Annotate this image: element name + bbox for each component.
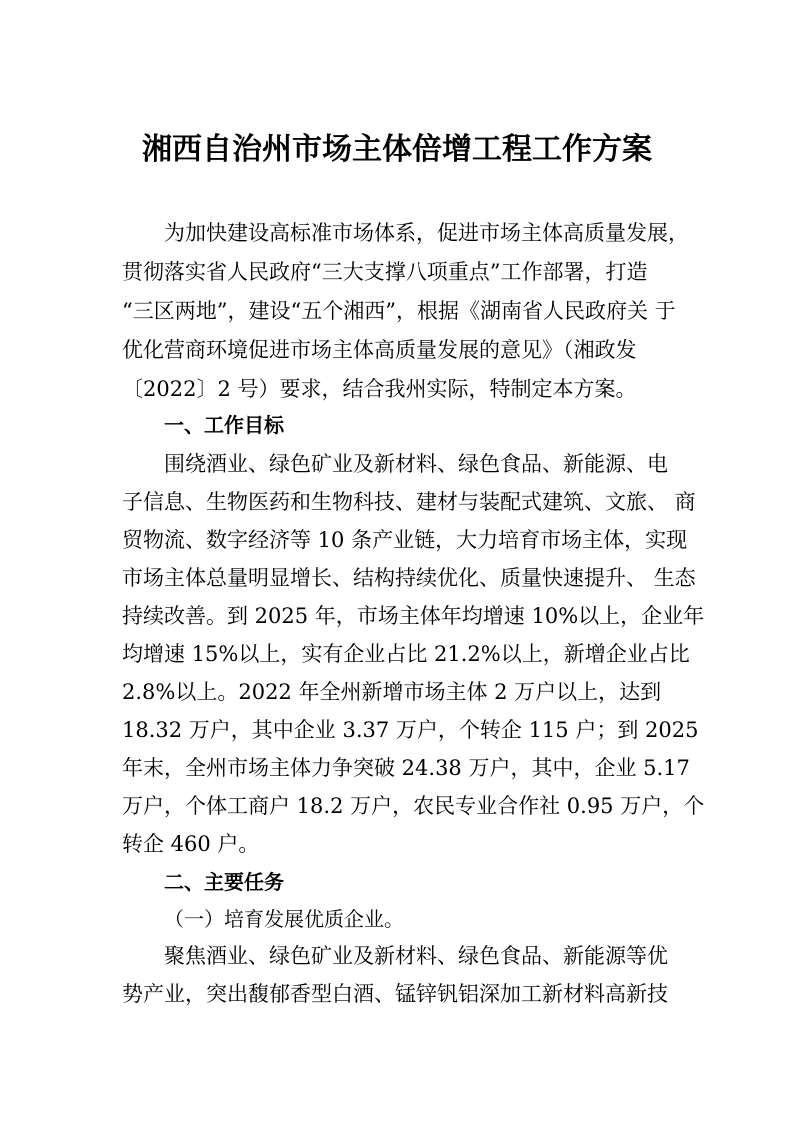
paragraph-line: 持续改善。到 2025 年，市场主体年均增速 10%以上，企业年 bbox=[122, 604, 705, 628]
paragraph-line: “三区两地”，建设“五个湘西”，根据《湖南省人民政府关 于 bbox=[122, 299, 676, 323]
paragraph-line: 围绕酒业、绿色矿业及新材料、绿色食品、新能源、电 bbox=[164, 452, 668, 476]
paragraph-line: 贸物流、数字经济等 10 条产业链，大力培育市场主体，实现 bbox=[122, 528, 688, 552]
paragraph-line: 聚焦酒业、绿色矿业及新材料、绿色食品、新能源等优 bbox=[164, 944, 668, 968]
paragraph-line: 优化营商环境促进市场主体高质量发展的意见》（湘政发 bbox=[122, 338, 637, 362]
paragraph-line: 〔2022〕2 号）要求，结合我州实际，特制定本方案。 bbox=[122, 377, 637, 401]
paragraph-line: 2.8%以上。2022 年全州新增市场主体 2 万户以上，达到 bbox=[122, 680, 662, 704]
document-title: 湘西自治州市场主体倍增工程工作方案 bbox=[142, 132, 652, 167]
paragraph-line: 贯彻落实省人民政府“三大支撑八项重点”工作部署，打造 bbox=[122, 260, 648, 284]
paragraph-line: 市场主体总量明显增长、结构持续优化、质量快速提升、 生态 bbox=[122, 566, 696, 590]
paragraph-line: 子信息、生物医药和生物科技、建材与装配式建筑、文旅、 商 bbox=[122, 490, 696, 514]
paragraph-line: 18.32 万户，其中企业 3.37 万户，个转企 115 户；到 2025 bbox=[122, 718, 699, 742]
paragraph-line: 均增速 15%以上，实有企业占比 21.2%以上，新增企业占比 bbox=[122, 642, 690, 666]
section-heading-main-tasks: 二、主要任务 bbox=[164, 870, 284, 894]
paragraph-line: 万户，个体工商户 18.2 万户，农民专业合作社 0.95 万户，个 bbox=[122, 794, 705, 818]
paragraph-line: 转企 460 户。 bbox=[122, 832, 260, 856]
paragraph-line: 势产业，突出馥郁香型白酒、锰锌钒铝深加工新材料高新技 bbox=[122, 982, 668, 1006]
paragraph-line: 年末，全州市场主体力争突破 24.38 万户，其中，企业 5.17 bbox=[122, 756, 690, 780]
paragraph-line: 为加快建设高标准市场体系，促进市场主体高质量发展， bbox=[164, 221, 689, 245]
section-heading-work-goals: 一、工作目标 bbox=[164, 413, 284, 437]
subsection-heading: （一）培育发展优质企业。 bbox=[164, 907, 404, 931]
